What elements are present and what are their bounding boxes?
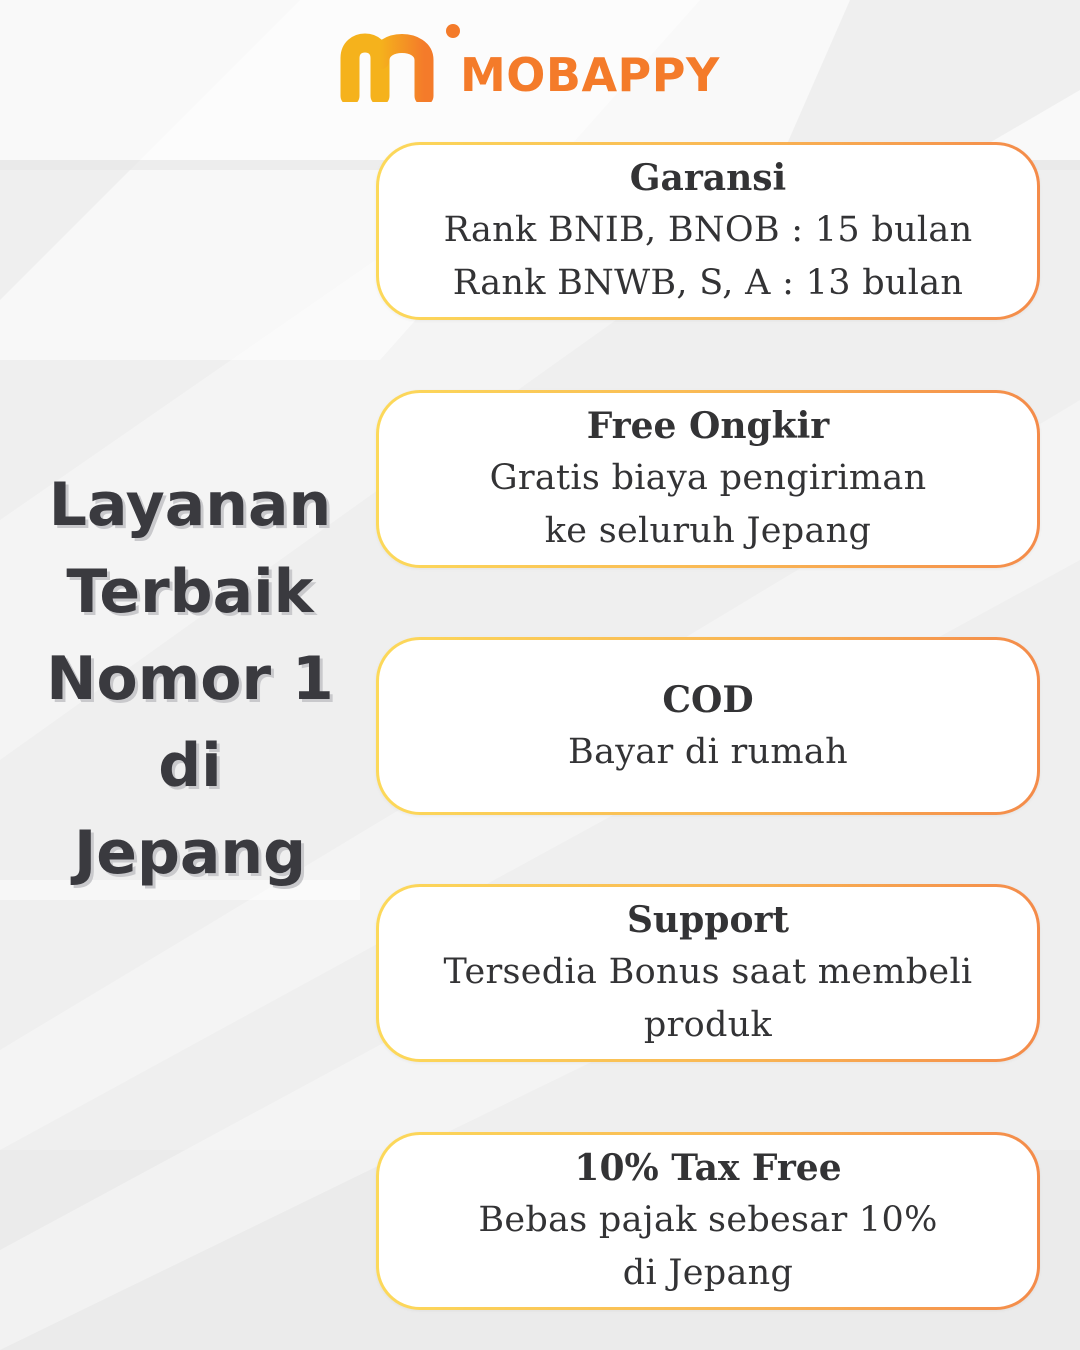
service-card-support (376, 884, 1040, 1062)
headline-line: Layanan (48, 470, 332, 540)
headline-line: Nomor 1 (46, 644, 334, 714)
headline-line: Jepang (73, 818, 307, 888)
card-text: produk (643, 1005, 773, 1045)
card-title: Garansi (629, 157, 787, 199)
card-title: Free Ongkir (586, 405, 830, 447)
mobappy-m-logo-icon (338, 20, 463, 102)
brand-name: MOBAPPY (460, 48, 720, 102)
card-text: Gratis biaya pengiriman (489, 458, 927, 498)
service-card-cod (376, 637, 1040, 815)
service-card-free-ongkir (376, 390, 1040, 568)
service-card-garansi (376, 142, 1040, 320)
card-text: ke seluruh Jepang (544, 511, 872, 551)
service-card-tax-free (376, 1132, 1040, 1310)
card-text: Bebas pajak sebesar 10% (478, 1200, 938, 1240)
card-text: di Jepang (622, 1253, 794, 1293)
card-text: Rank BNIB, BNOB : 15 bulan (443, 210, 973, 250)
mobappy-logo (338, 20, 720, 102)
card-text: Tersedia Bonus saat membeli (443, 952, 973, 992)
headline-line: di (158, 731, 222, 801)
card-title: COD (662, 678, 754, 721)
card-title: 10% Tax Free (574, 1147, 842, 1189)
card-title: Support (626, 899, 790, 941)
headline (20, 462, 360, 897)
card-text: Bayar di rumah (568, 731, 848, 772)
card-text: Rank BNWB, S, A : 13 bulan (452, 263, 964, 303)
headline-line: Terbaik (66, 557, 314, 627)
